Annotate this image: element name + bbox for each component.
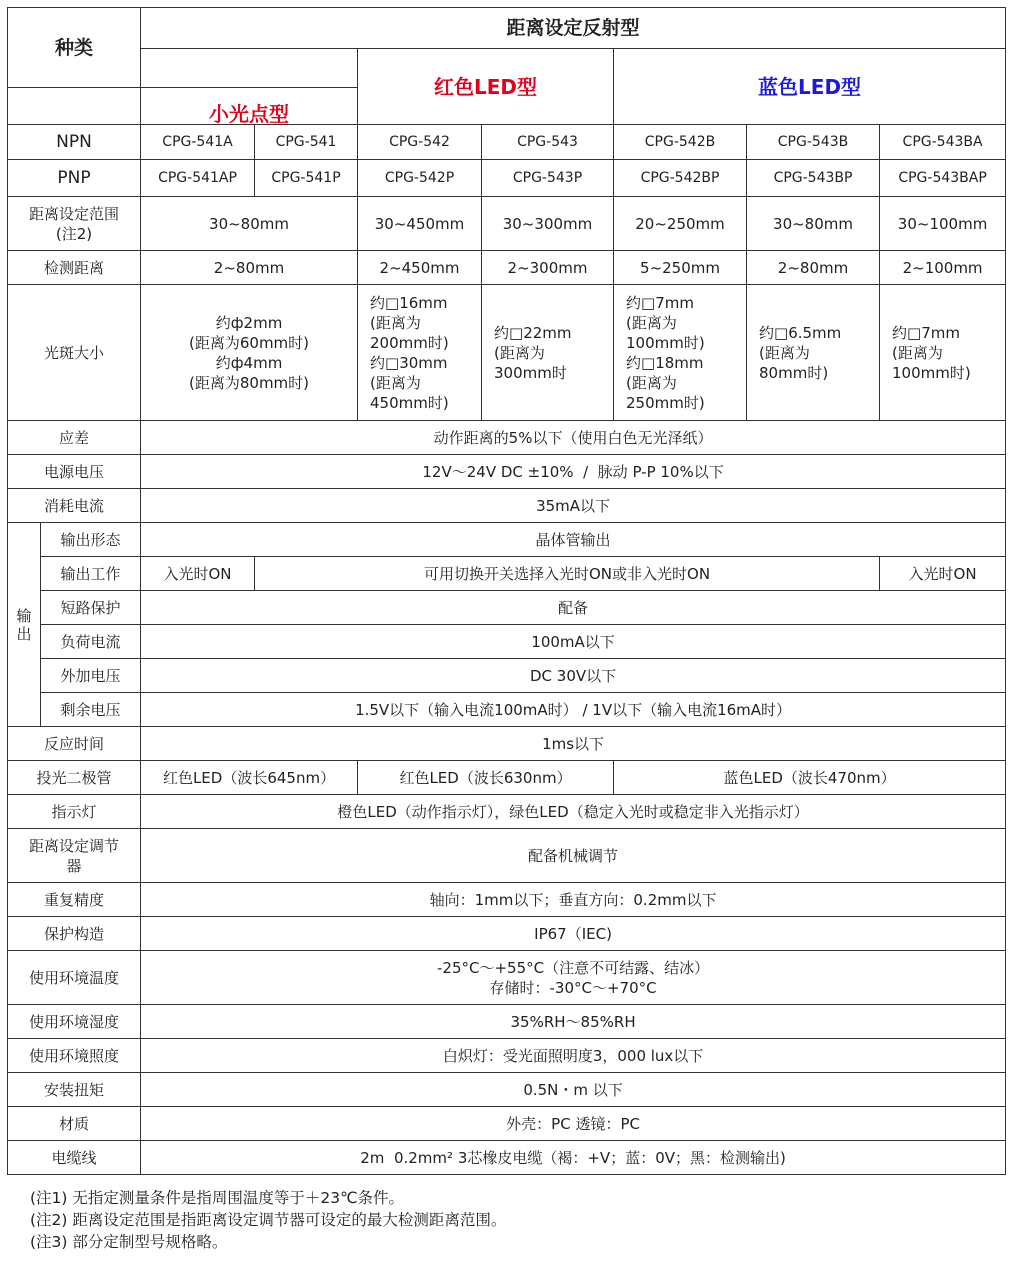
detect-distance-value: 5~250mm <box>614 251 747 285</box>
torque-label: 安装扭矩 <box>8 1073 141 1107</box>
output-group-label <box>8 523 41 727</box>
ambient-humidity-label: 使用环境湿度 <box>8 1005 141 1039</box>
spec-table <box>7 7 1006 1175</box>
npn-label: NPN <box>8 125 141 160</box>
spot-size-value: 约□7mm (距离为 100mm时) <box>880 285 1006 421</box>
npn-model: CPG-542B <box>614 125 747 160</box>
pnp-model: CPG-543P <box>482 160 614 197</box>
pnp-model: CPG-541P <box>255 160 358 197</box>
emitter-value: 蓝色LED（波长470nm） <box>614 761 1006 795</box>
pnp-model: CPG-542P <box>358 160 482 197</box>
pnp-model: CPG-543BAP <box>880 160 1006 197</box>
emitter-value: 红色LED（波长630nm） <box>358 761 614 795</box>
supply-voltage-label: 电源电压 <box>8 455 141 489</box>
footnote: (注2) 距离设定范围是指距离设定调节器可设定的最大检测距离范围。 <box>30 1211 507 1229</box>
pnp-model: CPG-541AP <box>141 160 255 197</box>
pnp-label: PNP <box>8 160 141 197</box>
output-operation-value: 入光时ON <box>880 557 1006 591</box>
short-protection-label: 短路保护 <box>41 591 141 625</box>
detect-distance-value: 2~80mm <box>747 251 880 285</box>
spot-size-value: 约□7mm (距离为 100mm时) 约□18mm (距离为 250mm时) <box>614 285 747 421</box>
hysteresis-value: 动作距离的5%以下（使用白色无光泽纸） <box>141 421 1006 455</box>
ambient-humidity-value: 35%RH～85%RH <box>141 1005 1006 1039</box>
response-time-value: 1ms以下 <box>141 727 1006 761</box>
footnotes <box>30 1187 506 1253</box>
setting-range-value: 30~80mm <box>141 197 358 251</box>
setting-range-value: 30~300mm <box>482 197 614 251</box>
type-red-header: 红色LED型 <box>358 49 614 125</box>
spot-size-label: 光斑大小 <box>8 285 141 421</box>
repeatability-value: 轴向：1mm以下；垂直方向：0.2mm以下 <box>141 883 1006 917</box>
output-operation-value: 入光时ON <box>141 557 255 591</box>
emitter-value: 红色LED（波长645nm） <box>141 761 358 795</box>
type-blue-header: 蓝色LED型 <box>614 49 1006 125</box>
type-small-spacer <box>141 49 358 88</box>
spot-size-value: 约□16mm (距离为 200mm时) 约□30mm (距离为 450mm时) <box>358 285 482 421</box>
material-value: 外壳：PC 透镜：PC <box>141 1107 1006 1141</box>
footnote: (注1) 无指定测量条件是指周围温度等于＋23℃条件。 <box>30 1189 405 1207</box>
current-value: 35mA以下 <box>141 489 1006 523</box>
residual-voltage-label: 剩余电压 <box>41 693 141 727</box>
supply-voltage-value: 12V～24V DC ±10% / 脉动 P-P 10%以下 <box>141 455 1006 489</box>
pnp-model: CPG-543BP <box>747 160 880 197</box>
spot-size-value: 约□6.5mm (距离为 80mm时) <box>747 285 880 421</box>
emitter-label: 投光二极管 <box>8 761 141 795</box>
output-form-label: 输出形态 <box>41 523 141 557</box>
npn-model: CPG-543 <box>482 125 614 160</box>
material-label: 材质 <box>8 1107 141 1141</box>
cable-label: 电缆线 <box>8 1141 141 1175</box>
hysteresis-label: 应差 <box>8 421 141 455</box>
cable-value: 2m 0.2mm² 3芯橡皮电缆（褐：+V；蓝：0V；黑：检测输出) <box>141 1141 1006 1175</box>
repeatability-label: 重复精度 <box>8 883 141 917</box>
group-title: 距离设定反射型 <box>141 8 1006 49</box>
response-time-label: 反应时间 <box>8 727 141 761</box>
adjuster-label: 距离设定调节 器 <box>8 829 141 883</box>
category-header-lower <box>8 88 141 125</box>
footnote: (注3) 部分定制型号规格略。 <box>30 1233 228 1251</box>
ambient-temp-value: -25°C～+55°C（注意不可结露、结冰） 存储时：-30°C～+70°C <box>141 951 1006 1005</box>
detect-distance-value: 2~80mm <box>141 251 358 285</box>
indicator-label: 指示灯 <box>8 795 141 829</box>
spot-size-value: 约ф2mm (距离为60mm时) 约ф4mm (距离为80mm时) <box>141 285 358 421</box>
npn-model: CPG-541 <box>255 125 358 160</box>
ambient-light-value: 白炽灯：受光面照明度3，000 lux以下 <box>141 1039 1006 1073</box>
load-current-label: 负荷电流 <box>41 625 141 659</box>
detect-distance-value: 2~100mm <box>880 251 1006 285</box>
ambient-temp-label: 使用环境温度 <box>8 951 141 1005</box>
applied-voltage-label: 外加电压 <box>41 659 141 693</box>
applied-voltage-value: DC 30V以下 <box>141 659 1006 693</box>
npn-model: CPG-543BA <box>880 125 1006 160</box>
output-operation-label: 输出工作 <box>41 557 141 591</box>
npn-model: CPG-543B <box>747 125 880 160</box>
load-current-value: 100mA以下 <box>141 625 1006 659</box>
protection-label: 保护构造 <box>8 917 141 951</box>
setting-range-value: 30~100mm <box>880 197 1006 251</box>
current-label: 消耗电流 <box>8 489 141 523</box>
npn-model: CPG-541A <box>141 125 255 160</box>
torque-value: 0.5N・m 以下 <box>141 1073 1006 1107</box>
type-small-header: 小光点型 <box>141 88 358 125</box>
residual-voltage-value: 1.5V以下（输入电流100mA时） / 1V以下（输入电流16mA时） <box>141 693 1006 727</box>
category-header: 种类 <box>8 8 141 88</box>
output-group-text: 输出 <box>16 606 32 643</box>
setting-range-label: 距离设定范围 (注2) <box>8 197 141 251</box>
detect-distance-value: 2~450mm <box>358 251 482 285</box>
indicator-value: 橙色LED（动作指示灯），绿色LED（稳定入光时或稳定非入光指示灯） <box>141 795 1006 829</box>
setting-range-value: 30~80mm <box>747 197 880 251</box>
npn-model: CPG-542 <box>358 125 482 160</box>
detect-distance-value: 2~300mm <box>482 251 614 285</box>
protection-value: IP67（IEC) <box>141 917 1006 951</box>
output-form-value: 晶体管输出 <box>141 523 1006 557</box>
spot-size-value: 约□22mm (距离为 300mm时 <box>482 285 614 421</box>
ambient-light-label: 使用环境照度 <box>8 1039 141 1073</box>
adjuster-value: 配备机械调节 <box>141 829 1006 883</box>
short-protection-value: 配备 <box>141 591 1006 625</box>
detect-distance-label: 检测距离 <box>8 251 141 285</box>
setting-range-value: 30~450mm <box>358 197 482 251</box>
output-operation-value: 可用切换开关选择入光时ON或非入光时ON <box>255 557 880 591</box>
setting-range-value: 20~250mm <box>614 197 747 251</box>
pnp-model: CPG-542BP <box>614 160 747 197</box>
